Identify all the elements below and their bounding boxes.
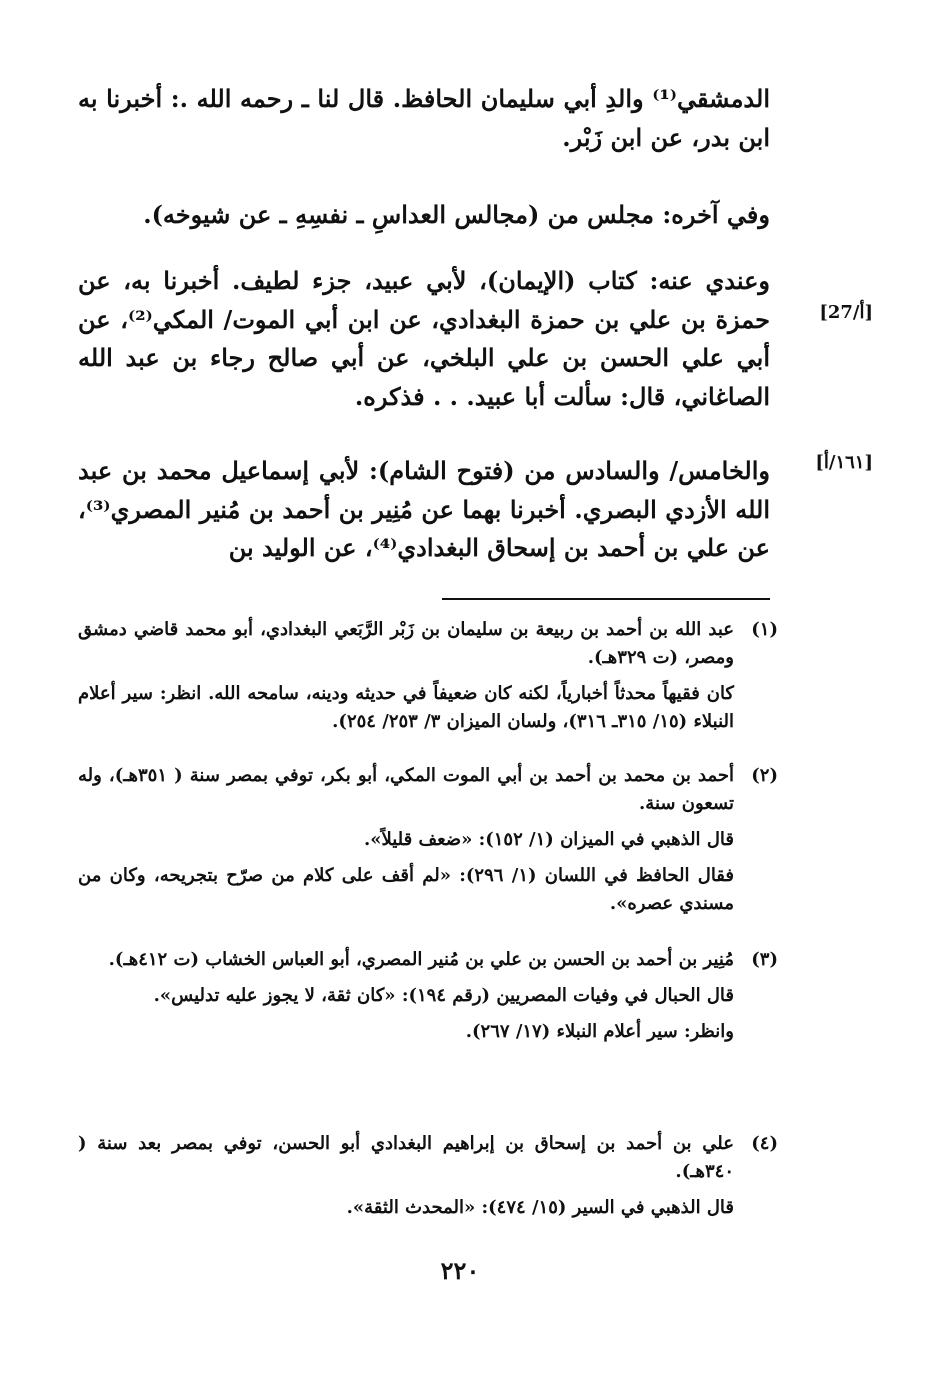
footnote-2: (٢) أحمد بن محمد بن أحمد بن أبي الموت المكي، أبو بكر، توفي بمصر سنة ( ٣٥١هـ)، وله تسعون سنة. قال الذهبي في الميزان (١/ ١٥٢): «ضعف قليلاً». فقال الحافظ في اللسان (١/ ٢٩٦): «لم أقف على كلام من صرّح بتجريحه، وكان من مسندي عصره». <box>78 762 778 926</box>
margin-note-2: [١٦١/أ] <box>815 452 873 473</box>
paragraph-3: وعندي عنه: كتاب (الإيمان)، لأبي عبيد، جزء لطيف. أخبرنا به، عن حمزة بن علي بن حمزة البغدادي، عن ابن أبي الموت/ المكي⁽²⁾، عن أبي علي الحسن بن علي البلخي، عن أبي صالح رجاء بن عبد الله الصاغاني، قال: سألت أبا عبيد. . . فذكره. <box>78 266 771 411</box>
footnote-number: (٣) <box>751 949 778 970</box>
footnote-3: (٣) مُنِير بن أحمد بن الحسن بن علي بن مُنير المصري، أبو العباس الخشاب (ت ٤١٢هـ). قال الحبال في وفيات المصريين (رقم ١٩٤): «كان ثقة، لا يجوز عليه تدليس». وانظر: سير أعلام النبلاء (١٧/ ٢٦٧). <box>78 946 778 1054</box>
footnote-1: (١) عبد الله بن أحمد بن ربيعة بن سليمان بن زَبْر الرَّبَعي البغدادي، أبو محمد قاضي دمشق ومصر، (ت ٣٢٩هـ). كان فقيهاً محدثاً أخبارياً، لكنه كان ضعيفاً في حديثه ودينه، سامحه الله. انظر: سير أعلام النبلاء (١٥/ ٣١٥ـ ٣١٦)، ولسان الميزان ٣/ ٢٥٣/ ٢٥٤). <box>78 616 778 744</box>
margin-note-1: [27/أ] <box>819 302 873 323</box>
footnote-number: (٤) <box>751 1133 778 1154</box>
footnote-number: (٢) <box>751 765 778 786</box>
footnote-separator <box>442 598 770 600</box>
paragraph-1: الدمشقي⁽¹⁾ والدِ أبي سليمان الحافظ. قال لنا ـ رحمه الله .: أخبرنا به ابن بدر، عن ابن زَبْر. <box>78 84 770 152</box>
paragraph-4: والخامس/ والسادس من (فتوح الشام): لأبي إسماعيل محمد بن عبد الله الأزدي البصري. أخبرنا بهما عن مُنِير بن أحمد بن مُنير المصري⁽³⁾، عن علي بن أحمد بن إسحاق البغدادي⁽⁴⁾، عن الوليد بن <box>78 456 771 562</box>
page-number: ٢٢٠ <box>440 1256 480 1285</box>
paragraph-2: وفي آخره: مجلس من (مجالس العداسِ ـ نفسِهِ ـ عن شيوخه). <box>143 200 770 229</box>
footnote-4: (٤) علي بن أحمد بن إسحاق بن إبراهيم البغدادي أبو الحسن، توفي بمصر بعد سنة ( ٣٤٠هـ). قال الذهبي في السير (١٥/ ٤٧٤): «المحدث الثقة». <box>78 1130 778 1230</box>
footnote-number: (١) <box>751 619 778 640</box>
